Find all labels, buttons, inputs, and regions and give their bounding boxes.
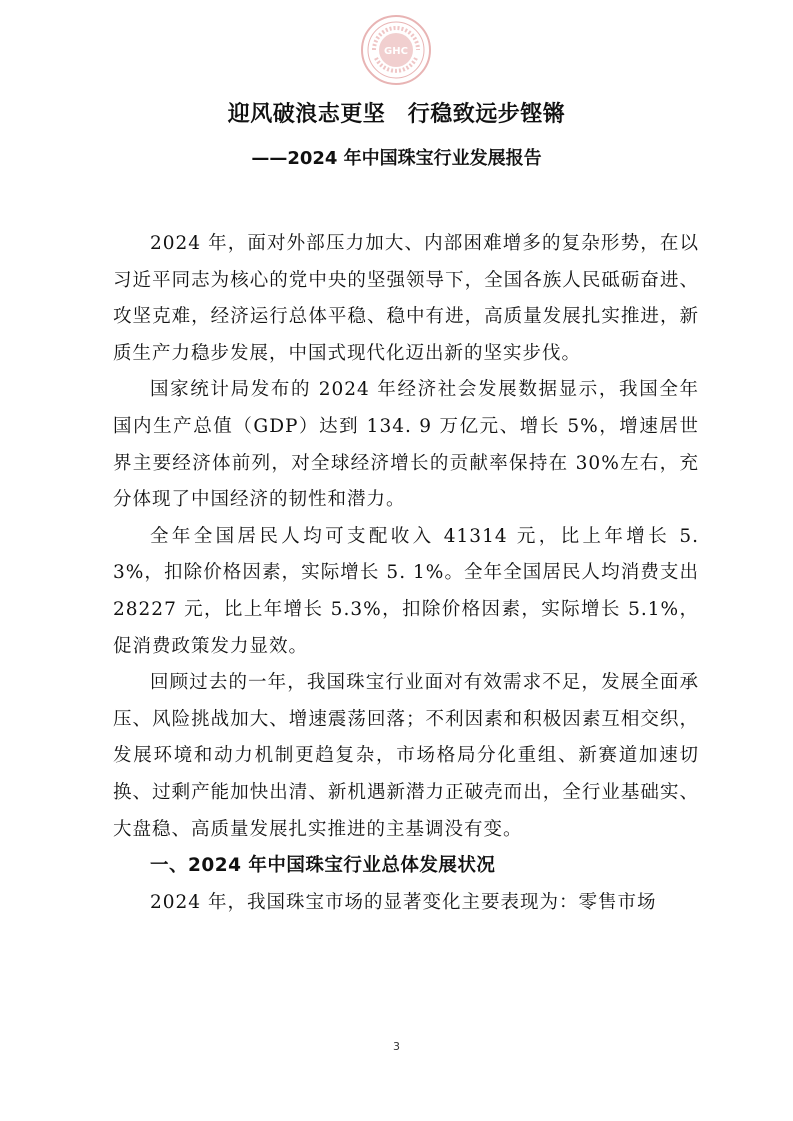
- report-title: 迎风破浪志更坚 行稳致远步铿锵: [227, 102, 566, 127]
- paragraph: 全年全国居民人均可支配收入 41314 元，比上年增长 5. 3%，扣除价格因素，实际增长 5. 1%。全年全国居民人均消费支出 28227 元，比上年增长 5.3%，扣除价格因素，实际增长 5.1%，促消费政策发力显效。: [113, 525, 699, 657]
- paragraph: 回顾过去的一年，我国珠宝行业面对有效需求不足，发展全面承压、风险挑战加大、增速震荡回落；不利因素和积极因素互相交织，发展环境和动力机制更趋复杂，市场格局分化重组、新赛道加速切换、过剩产能加快出清、新机遇新潜力正破壳而出，全行业基础实、大盘稳、高质量发展扎实推进的主基调没有变。: [113, 672, 699, 840]
- association-seal-logo: [360, 14, 432, 86]
- paragraph: 2024 年，面对外部压力加大、内部困难增多的复杂形势，在以习近平同志为核心的党中央的坚强领导下，全国各族人民砥砺奋进、攻坚克难，经济运行总体平稳、稳中有进，高质量发展扎实推进，新质生产力稳步发展，中国式现代化迈出新的坚实步伐。: [113, 233, 699, 364]
- page-number: 3: [393, 1040, 400, 1053]
- paragraph: 2024 年，我国珠宝市场的显著变化主要表现为：零售市场: [150, 891, 657, 913]
- report-subtitle: ——2024 年中国珠宝行业发展报告: [251, 148, 542, 169]
- paragraph: 国家统计局发布的 2024 年经济社会发展数据显示，我国全年国内生产总值（GDP）达到 134. 9 万亿元、增长 5%，增速居世界主要经济体前列，对全球经济增长的贡献率保持在 30%左右，充分体现了中国经济的韧性和潜力。: [113, 379, 699, 511]
- section-heading: 一、2024 年中国珠宝行业总体发展状况: [150, 855, 496, 877]
- document-body: [113, 226, 699, 921]
- seal-logo-text: GHC: [384, 46, 408, 57]
